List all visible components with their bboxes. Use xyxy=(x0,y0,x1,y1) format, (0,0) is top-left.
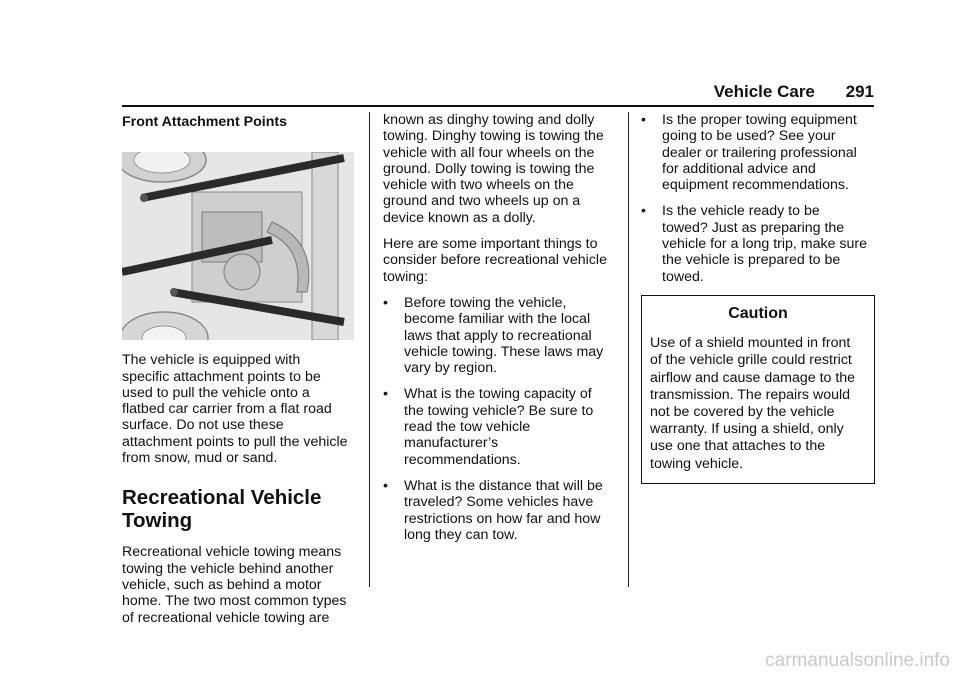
list-item: • What is the distance that will be traveled? Some vehicles have restrictions on how far and how long they can tow. xyxy=(383,477,603,543)
watermark: carmanualsonline.info xyxy=(765,650,950,671)
consider-paragraph: Here are some important things to consider before recreational vehicle towing: xyxy=(383,236,607,285)
column-1 xyxy=(122,112,356,636)
bullet-icon: • xyxy=(383,294,388,311)
caution-text: Use of a shield mounted in front of the vehicle grille could restrict airflow and cause damage to the transmission. The repairs would not be covered by the vehicle warranty. If using a shield, only use one that attaches to the towing vehicle. xyxy=(650,335,856,472)
list-item: • What is the towing capacity of the towing vehicle? Be sure to read the tow vehicle manufacturer’s recommendations. xyxy=(383,386,594,468)
towing-types-paragraph: known as dinghy towing and dolly towing. Dinghy towing is towing the vehicle with all four wheels on the ground. Dolly towing is towing the vehicle with two wheels on the ground and two wheels up on a device known as a dolly. xyxy=(383,112,604,226)
undercarriage-illustration xyxy=(122,152,354,340)
rv-towing-intro: Recreational vehicle towing means towing the vehicle behind another vehicle, such as behind a motor home. The two most common types of recreational vehicle towing are xyxy=(122,544,347,626)
list-item: • Is the proper towing equipment going to be used? See your dealer or trailering professional for additional advice and equipment recommendations. xyxy=(641,112,857,194)
list-item: • Before towing the vehicle, become familiar with the local laws that apply to recreational vehicle towing. These laws may vary by region. xyxy=(383,294,604,377)
bullet-icon: • xyxy=(383,477,388,494)
column-divider-1 xyxy=(369,112,370,587)
list-item: • Is the vehicle ready to be towed? Just as preparing the vehicle for a long trip, make sure the vehicle is prepared to be towed. xyxy=(641,203,868,285)
section-heading-recreational-towing: Recreational Vehicle Towing xyxy=(122,486,322,533)
bullet-icon: • xyxy=(641,112,646,128)
subheading-front-attachment: Front Attachment Points xyxy=(122,114,287,130)
column-3 xyxy=(641,112,875,484)
page-number: 291 xyxy=(845,82,874,101)
attachment-points-paragraph: The vehicle is equipped with specific attachment points to be used to pull the vehicle onto a flatbed car carrier from a flat road surface. Do not use these attachment points to pull the vehicle from snow, mud or sand. xyxy=(122,352,348,467)
bullet-icon: • xyxy=(641,203,646,220)
bullet-icon: • xyxy=(383,386,388,403)
caution-box xyxy=(641,295,875,484)
section-title: Vehicle Care xyxy=(713,82,815,101)
caution-title: Caution xyxy=(728,304,788,322)
header-rule xyxy=(122,105,874,107)
page-header xyxy=(714,82,874,102)
column-2 xyxy=(383,112,613,553)
column-divider-2 xyxy=(628,112,629,587)
